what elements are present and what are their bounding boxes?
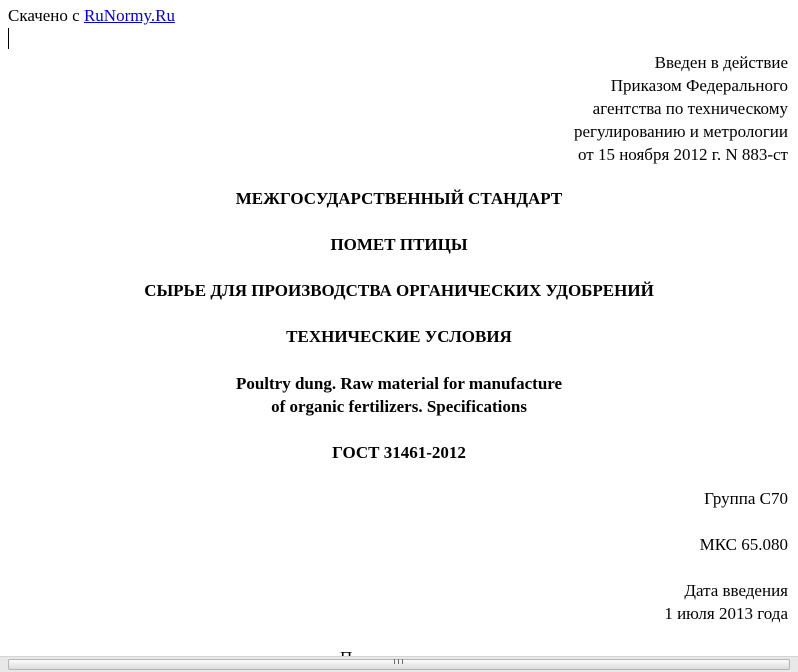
english-title-line: of organic fertilizers. Specifications: [271, 397, 527, 416]
source-line: [8, 6, 175, 26]
document-title: ПОМЕТ ПТИЦЫ: [330, 235, 468, 254]
source-prefix: Скачено с: [8, 6, 84, 25]
intro-date: [428, 579, 788, 625]
source-link[interactable]: RuNormy.Ru: [83, 6, 175, 25]
approval-line: Приказом Федерального: [610, 76, 788, 95]
document-subtitle: СЫРЬЕ ДЛЯ ПРОИЗВОДСТВА ОРГАНИЧЕСКИХ УДОБРЕНИЙ: [144, 281, 654, 300]
english-title-line: Poultry dung. Raw material for manufacture: [235, 374, 563, 393]
approval-line: Введен в действие: [654, 53, 788, 72]
approval-line: агентства по техническому: [592, 99, 788, 118]
horizontal-scrollbar[interactable]: [0, 656, 798, 672]
grip-icon: [394, 659, 403, 664]
intro-date-value: 1 июля 2013 года: [664, 604, 788, 623]
approval-block: [428, 51, 788, 166]
approval-line: регулированию и метрологии: [573, 122, 788, 141]
classification-group: Группа С70: [704, 489, 788, 508]
approval-line: от 15 ноября 2012 г. N 883-ст: [578, 145, 788, 164]
gost-number: ГОСТ 31461-2012: [332, 443, 466, 462]
standard-type-heading: МЕЖГОСУДАРСТВЕННЫЙ СТАНДАРТ: [235, 189, 563, 208]
conditions-heading: ТЕХНИЧЕСКИЕ УСЛОВИЯ: [286, 327, 512, 346]
english-title: [0, 372, 798, 418]
text-cursor: [8, 28, 9, 49]
mks-code: МКС 65.080: [699, 535, 788, 554]
intro-date-label: Дата введения: [684, 581, 788, 600]
